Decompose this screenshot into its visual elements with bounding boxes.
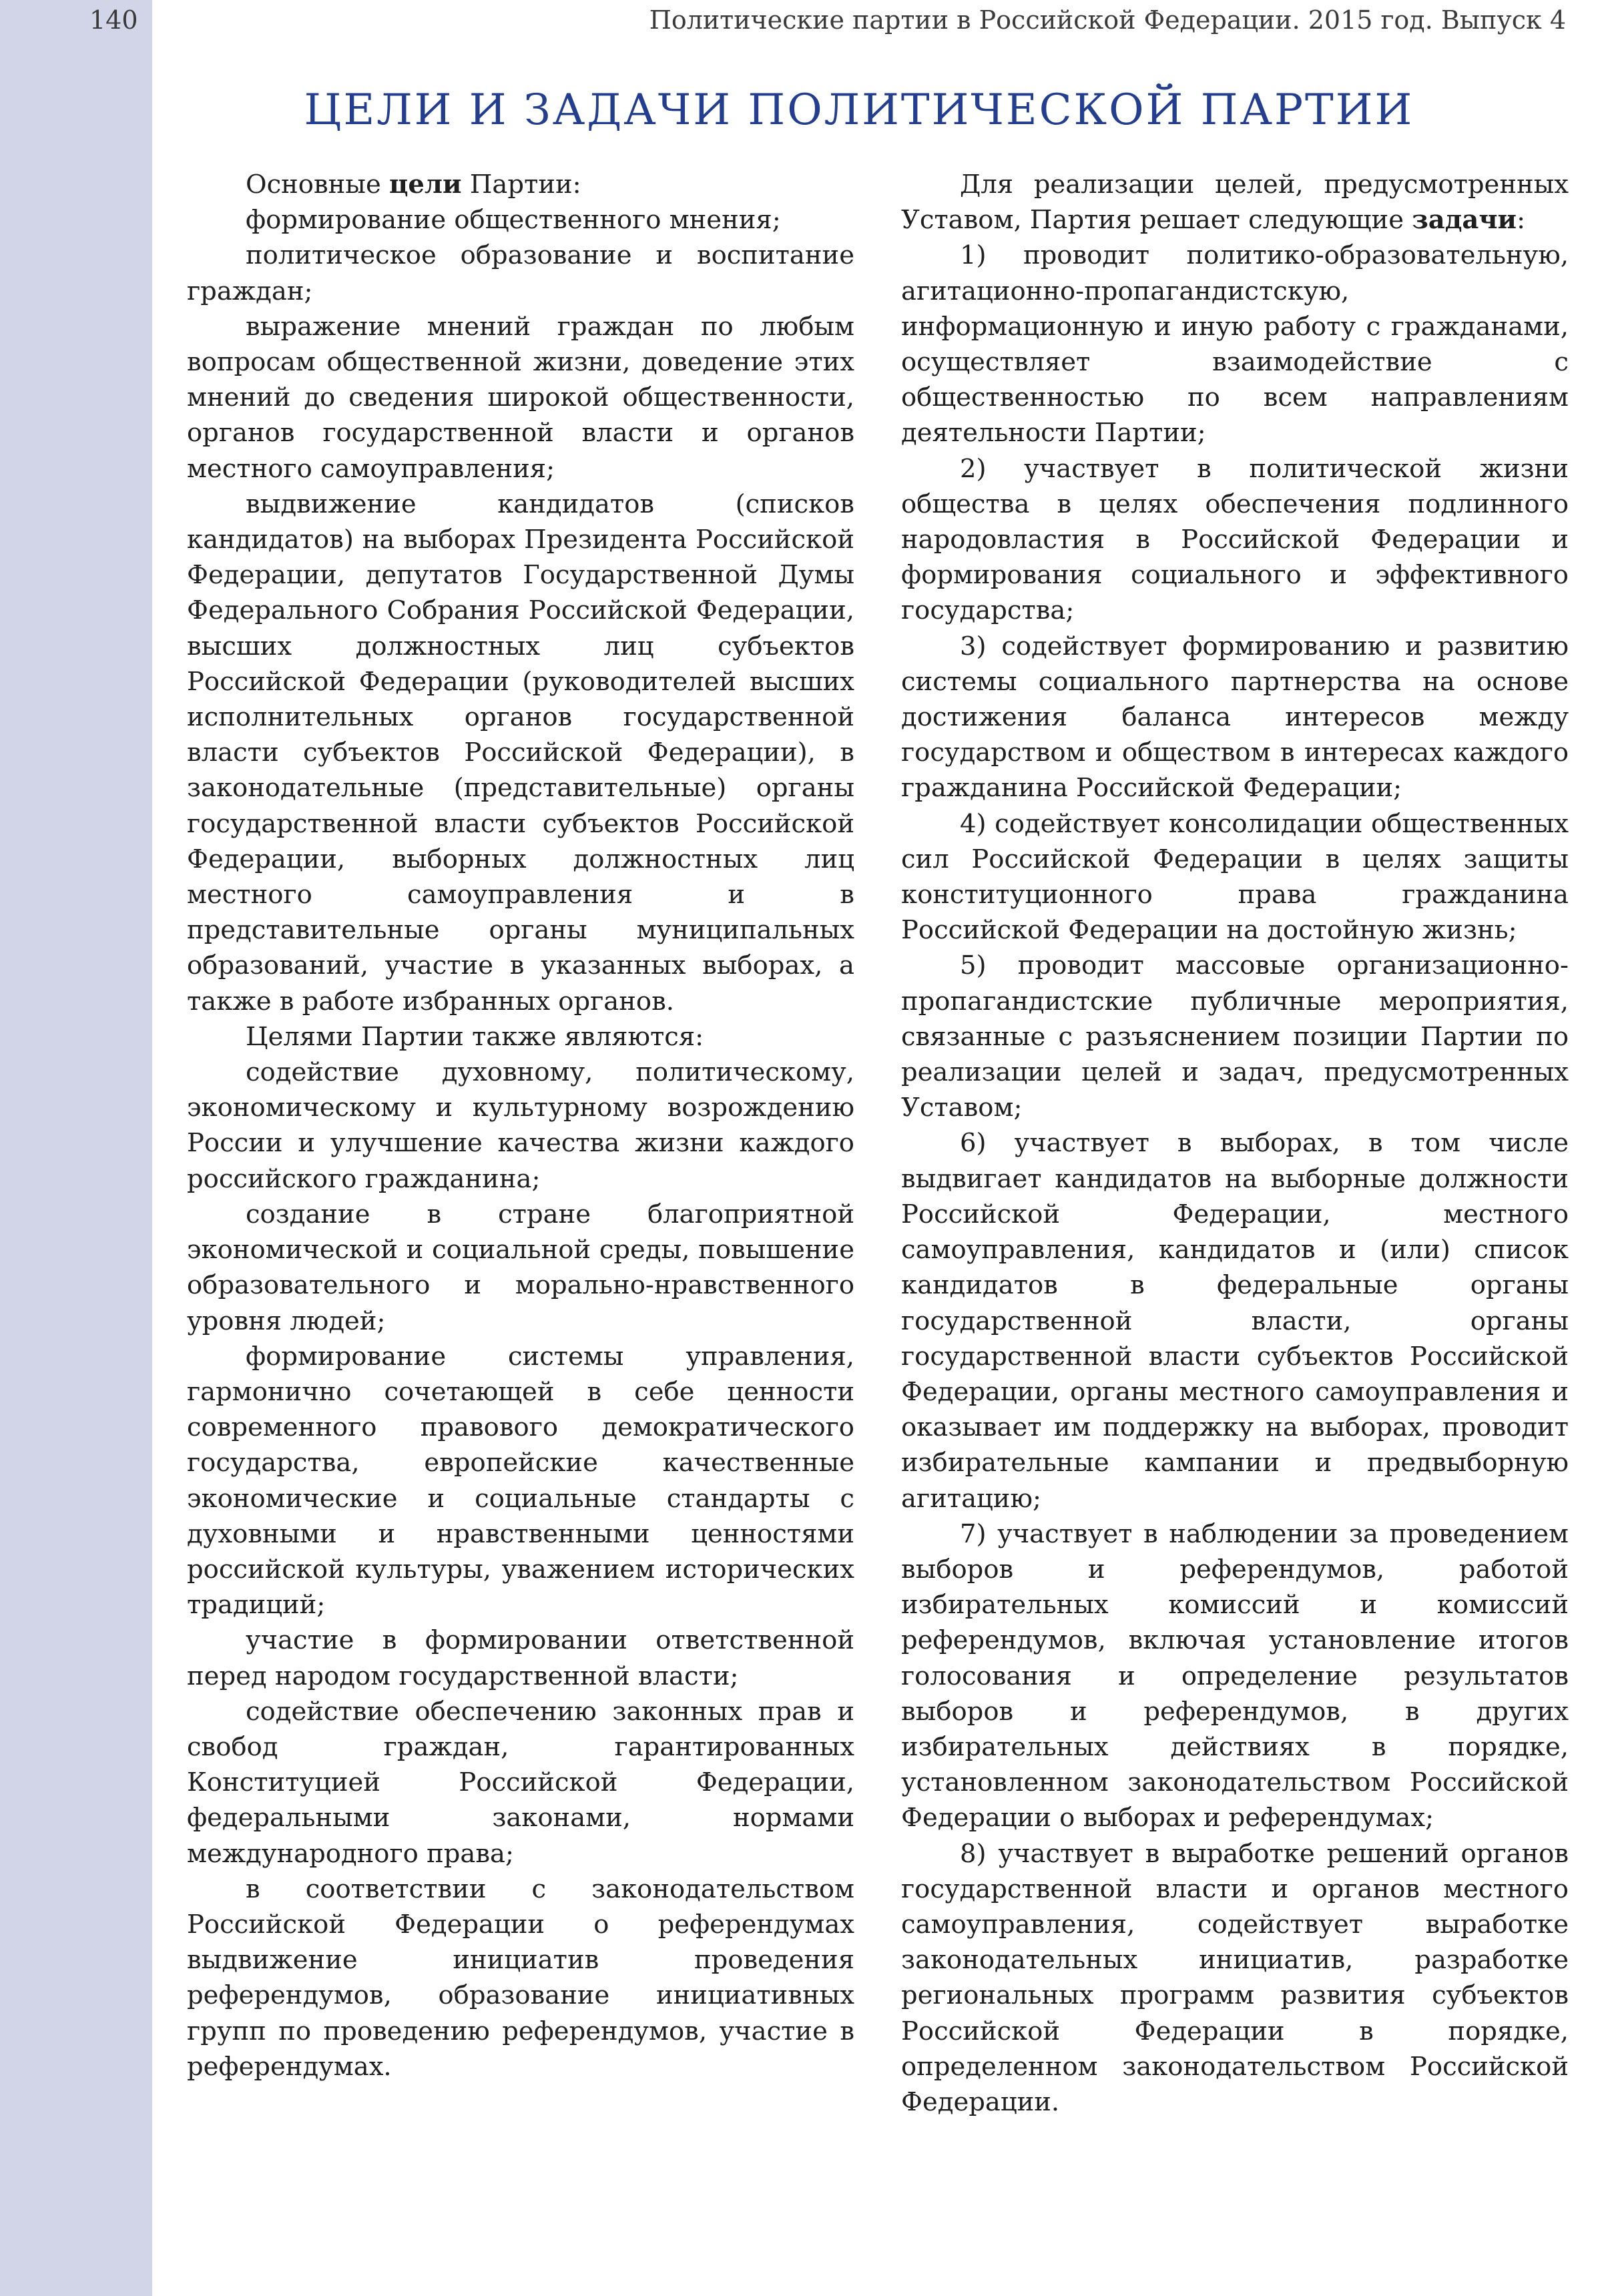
goal-paragraph: содействие обеспечению законных прав и свобод граждан, гарантированных Конституцией Российской Федерации, федеральными законами, нормами международного права; [187, 1696, 854, 1869]
left-column [187, 167, 854, 2084]
task-item: 8) участвует в выработке решений органов государственной власти и органов местного самоуправления, содействует выработке законодательных инициатив, разработке региональных программ развития субъектов Российской Федерации в порядке, определенном законодательством Российской Федерации. [901, 1838, 1569, 2117]
goal-paragraph: формирование общественного мнения; [246, 205, 781, 236]
goals-intro-before: Основные [246, 170, 389, 200]
goal-paragraph: создание в стране благоприятной экономической и социальной среды, повышение образовательного и морально-нравственного уровня людей; [187, 1199, 854, 1336]
task-item: 2) участвует в политической жизни общества в целях обеспечения подлинного народовластия в Российской Федерации и формирования социального и эффективного государства; [901, 453, 1569, 626]
task-item: 7) участвует в наблюдении за проведением выборов и референдумов, работой избирательных комиссий и комиссий референдумов, включая установление итогов голосования и определение результатов выборов и референдумов, в других избирательных действиях в порядке, установленном законодательством Российской Федерации о выборах и референдумах; [901, 1518, 1569, 1833]
task-item: 3) содействует формированию и развитию системы социального партнерства на основе достижения баланса интересов между государством и обществом в интересах каждого гражданина Российской Федерации; [901, 631, 1569, 804]
goal-paragraph: в соответствии с законодательством Российской Федерации о референдумах выдвижение инициатив проведения референдумов, образование инициативных групп по проведению референдумов, участие в референдумах. [187, 1874, 854, 2082]
side-color-band [0, 0, 152, 2296]
goals-intro-after: Партии: [461, 170, 581, 200]
task-item: 5) проводит массовые организационно-пропагандистские публичные мероприятия, связанные с разъяснением позиции Партии по реализации целей и задач, предусмотренных Уставом; [901, 950, 1569, 1123]
task-item: 4) содействует консолидации общественных сил Российской Федерации в целях защиты конституционного права гражданина Российской Федерации на достойную жизнь; [901, 808, 1569, 946]
right-column [901, 167, 1569, 2120]
task-item: 1) проводит политико-образовательную, агитационно-пропагандистскую, информационную и иную работу с гражданами, осуществляет взаимодействие с общественностью по всем направлениям деятельности Партии; [901, 240, 1569, 449]
goals-intro [187, 167, 854, 202]
goal-paragraph: политическое образование и воспитание граждан; [187, 240, 854, 306]
goal-paragraph: выражение мнений граждан по любым вопросам общественной жизни, доведение этих мнений до сведения широкой общественности, органов государственной власти и органов местного самоуправления; [187, 311, 854, 484]
tasks-intro [901, 167, 1569, 238]
tasks-keyword: задачи [1412, 205, 1517, 236]
tasks-intro-after: : [1517, 205, 1526, 236]
running-header: Политические партии в Российской Федерации. 2015 год. Выпуск 4 [649, 5, 1566, 35]
task-item: 6) участвует в выборах, в том числе выдвигает кандидатов на выборные должности Российской Федерации, местного самоуправления, кандидатов и (или) список кандидатов в федеральные органы государственной власти, органы государственной власти субъектов Российской Федерации, органы местного самоуправления и оказывает им поддержку на выборах, проводит избирательные кампании и предвыборную агитацию; [901, 1128, 1569, 1514]
goal-paragraph: участие в формировании ответственной перед народом государственной власти; [187, 1625, 854, 1691]
goals-keyword: цели [388, 170, 462, 200]
goal-paragraph: содействие духовному, политическому, экономическому и культурному возрождению России и улучшение качества жизни каждого российского гражданина; [187, 1057, 854, 1194]
goal-paragraph: формирование системы управления, гармонично сочетающей в себе ценности современного правового демократического государства, европейские качественные экономические и социальные стандарты с духовными и нравственными ценностями российской культуры, уважением исторических традиций; [187, 1341, 854, 1621]
page-number: 140 [89, 5, 138, 35]
goal-paragraph: Целями Партии также являются: [246, 1021, 704, 1052]
tasks-intro-before: Для реализации целей, предусмотренных Уставом, Партия решает следующие [901, 170, 1569, 236]
goal-paragraph: выдвижение кандидатов (списков кандидатов) на выборах Президента Российской Федерации, депутатов Государственной Думы Федерального Собрания Российской Федерации, высших должностных лиц субъектов Российской Федерации (руководителей высших исполнительных органов государственной власти субъектов Российской Федерации), в законодательные (представительные) органы государственной власти субъектов Российской Федерации, выборных должностных лиц местного самоуправления и в представительные органы муниципальных образований, участие в указанных выборах, а также в работе избранных органов. [187, 489, 854, 1017]
page-title: ЦЕЛИ И ЗАДАЧИ ПОЛИТИЧЕСКОЙ ПАРТИИ [304, 85, 1414, 135]
